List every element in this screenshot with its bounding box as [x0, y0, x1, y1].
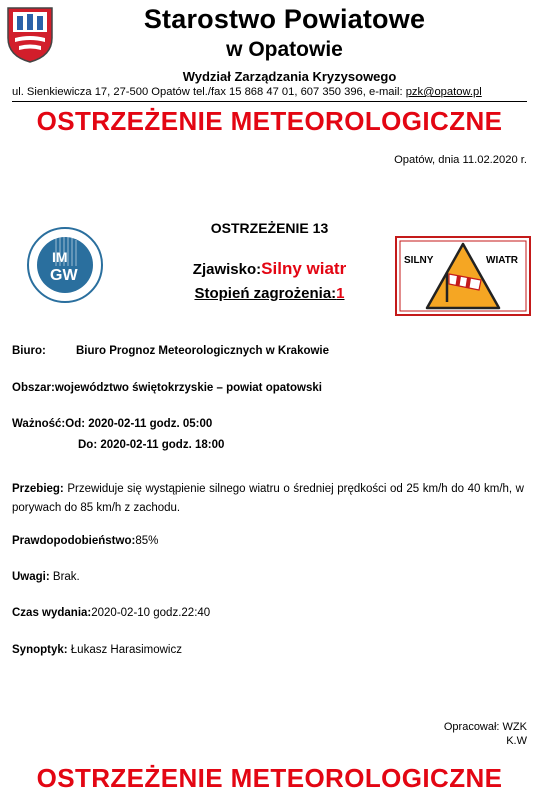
phenomenon-value: Silny wiatr	[261, 259, 347, 278]
area-field	[12, 382, 322, 394]
issue-date: Opatów, dnia 11.02.2020 r.	[394, 154, 527, 166]
validity-from-value: 2020-02-11 godz. 05:00	[88, 418, 213, 430]
threat-level-label: Stopień zagrożenia:	[194, 285, 337, 302]
prepared-by: Opracował: WZK	[443, 721, 527, 733]
remarks-value: Brak.	[49, 571, 80, 583]
sign-text-right: WIATR	[486, 255, 519, 266]
remarks-field	[12, 571, 80, 583]
office-field	[12, 345, 330, 357]
validity-to-field	[78, 439, 224, 451]
course-value: Przewiduje się wystąpienie silnego wiatru o średniej prędkości od 25 km/h do 40 km/h, w porywach do 85 km/h z zachodu.	[12, 483, 524, 514]
email-link[interactable]: pzk@opatow.pl	[405, 86, 482, 98]
course-label: Przebieg:	[12, 483, 64, 495]
department-name: Wydział Zarządzania Kryzysowego	[182, 69, 397, 84]
probability-value: 85%	[135, 535, 159, 547]
threat-level-value: 1	[336, 285, 345, 302]
forecaster-label: Synoptyk:	[12, 644, 68, 656]
probability-field	[12, 535, 158, 547]
warning-banner-bottom: OSTRZEŻENIE METEOROLOGICZNE	[36, 763, 503, 793]
imgw-text-bottom: GW	[50, 267, 78, 284]
sign-text-left: SILNY	[404, 255, 434, 266]
validity-from-label: Od:	[65, 418, 89, 430]
issue-time-value: 2020-02-10 godz.22:40	[91, 607, 211, 619]
office-value: Biuro Prognoz Meteorologicznych w Krakowie	[76, 345, 330, 357]
issue-time-label: Czas wydania:	[12, 607, 92, 619]
contact-line	[12, 86, 527, 98]
issue-time-field	[12, 607, 210, 619]
office-title: Starostwo Powiatowe	[143, 4, 426, 34]
office-label: Biuro:	[12, 345, 46, 357]
forecaster-value: Łukasz Harasimowicz	[67, 644, 182, 656]
validity-from-field	[12, 418, 212, 430]
phenomenon-label: Zjawisko:	[192, 261, 262, 278]
validity-to-label: Do:	[78, 439, 101, 451]
prepared-initials: K.W	[506, 735, 527, 747]
forecaster-field	[12, 644, 182, 656]
address-text: ul. Sienkiewicza 17, 27-500 Opatów tel./fax 15 868 47 01, 607 350 396, e-mail:	[12, 86, 406, 98]
probability-label: Prawdopodobieństwo:	[12, 535, 136, 547]
imgw-text-top: IM	[52, 249, 68, 265]
phenomenon-line	[0, 259, 539, 279]
validity-to-value: 2020-02-11 godz. 18:00	[100, 439, 225, 451]
header-divider	[12, 101, 527, 102]
threat-level-line	[0, 285, 539, 302]
area-label: Obszar:	[12, 382, 55, 394]
validity-label: Ważność:	[12, 418, 66, 430]
warning-banner-top: OSTRZEŻENIE METEOROLOGICZNE	[36, 106, 503, 136]
course-field	[12, 480, 524, 518]
area-value: województwo świętokrzyskie – powiat opatowski	[54, 382, 322, 394]
remarks-label: Uwagi:	[12, 571, 50, 583]
office-subtitle: w Opatowie	[226, 38, 343, 61]
warning-number: OSTRZEŻENIE 13	[210, 220, 329, 236]
